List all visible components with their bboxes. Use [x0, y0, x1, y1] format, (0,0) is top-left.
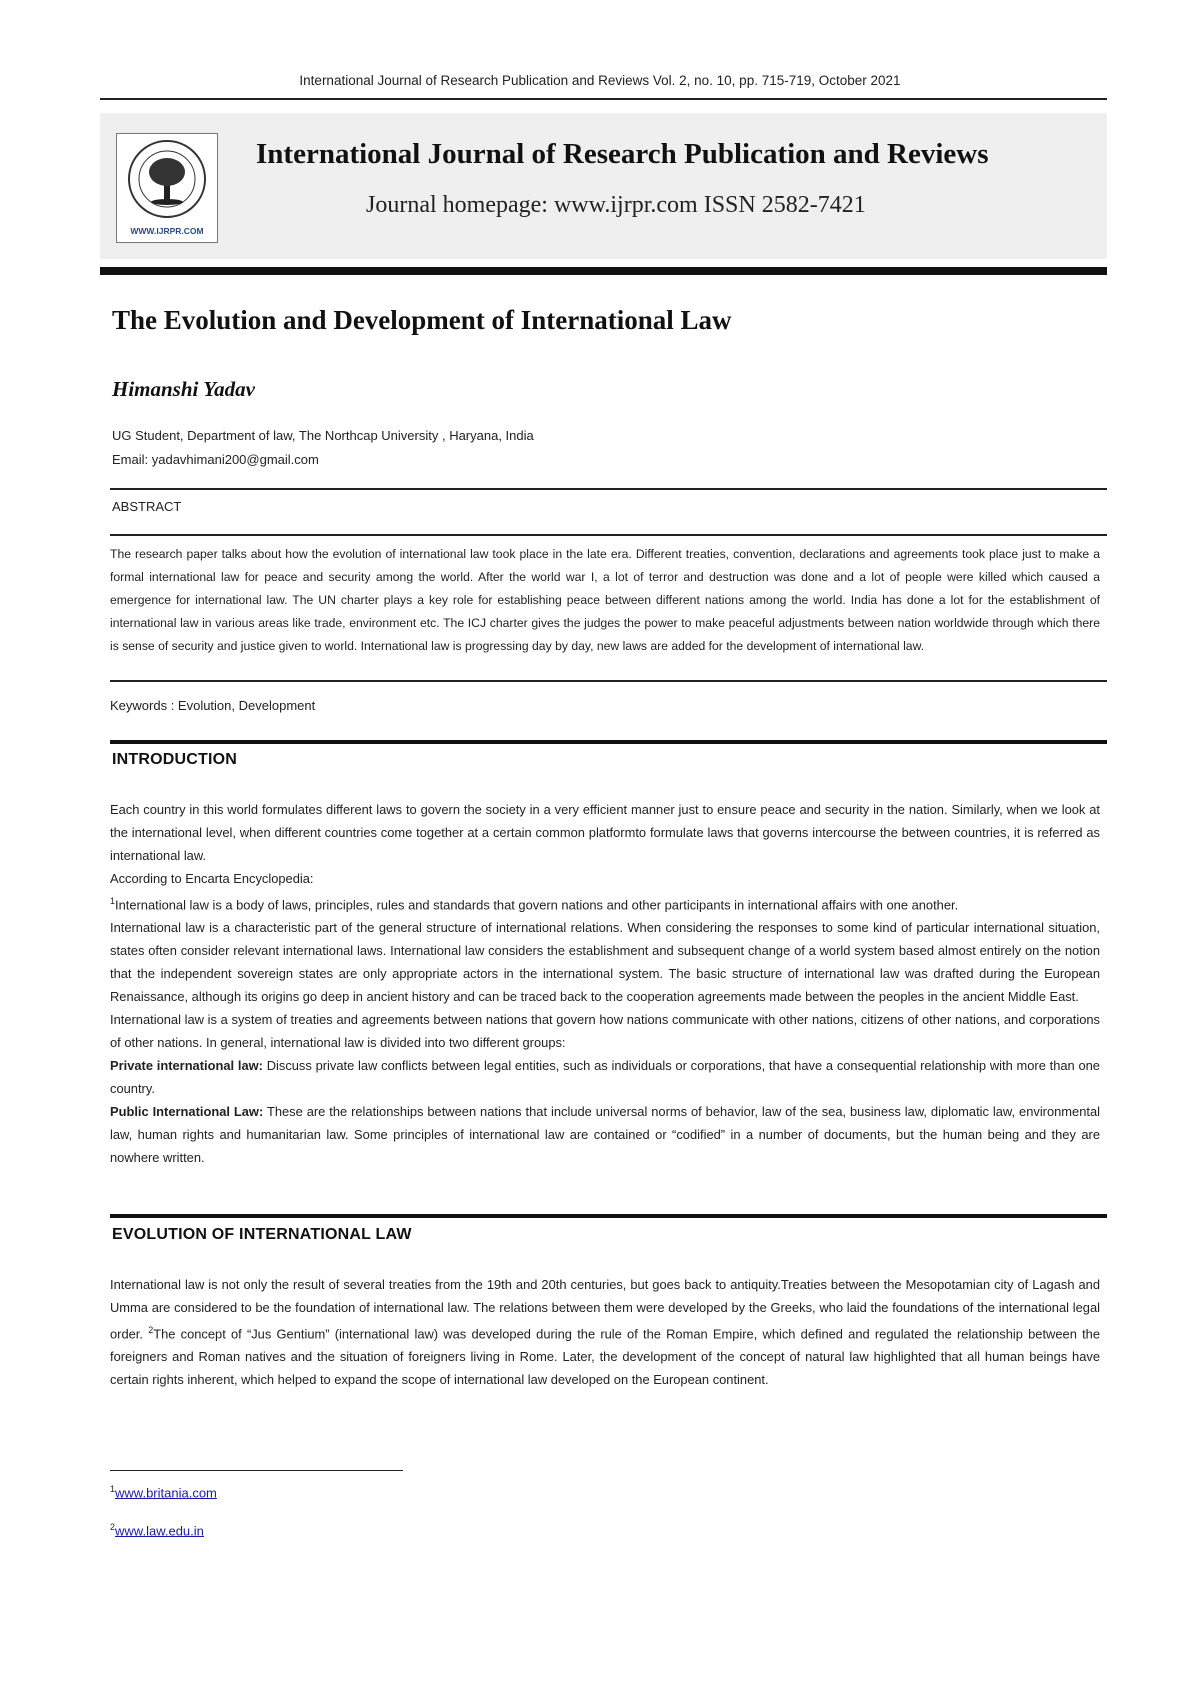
footnote-link[interactable]: www.law.edu.in [115, 1523, 204, 1539]
author-name: Himanshi Yadav [112, 377, 255, 401]
keywords: Keywords : Evolution, Development [110, 698, 316, 713]
encarta-quote [110, 890, 1100, 916]
masthead-rule [100, 267, 1107, 275]
evolution-paragraph [110, 1273, 1100, 1391]
evolution-body [110, 1273, 1100, 1391]
author-affiliation: UG Student, Department of law, The Northcap University , Haryana, India [112, 428, 534, 443]
footnote-link[interactable]: www.britania.com [115, 1485, 217, 1501]
logo-caption: WWW.IJRPR.COM [130, 226, 204, 236]
journal-title: International Journal of Research Publication and Reviews [256, 138, 989, 170]
journal-homepage: Journal homepage: www.ijrpr.com ISSN 2582-7421 [366, 192, 866, 218]
footnote-rule [110, 1470, 403, 1471]
running-header: International Journal of Research Publication and Reviews Vol. 2, no. 10, pp. 715-719, October 2021 [299, 73, 901, 88]
header-rule [100, 98, 1107, 100]
evolution-rule [110, 1214, 1107, 1218]
intro-paragraph: Each country in this world formulates different laws to govern the society in a very efficient manner just to ensure peace and security in the nation. Similarly, when we look at the international level, when different countries come together at a certain common platformto formulate laws that governs intercourse the between countries, it is referred as international law. [110, 802, 1100, 863]
intro-paragraph: International law is a system of treaties and agreements between nations that govern how nations communicate with other nations, citizens of other nations, and corporations of other nations. In general, international law is divided into two different groups: [110, 1012, 1100, 1051]
public-law-text: These are the relationships between nations that include universal norms of behavior, law of the sea, business law, diplomatic law, environmental law, human rights and humanitarian law. Some principles of international law are contained or “codified” in a number of documents, but the human being and they are nowhere written. [110, 1104, 1100, 1166]
public-law-paragraph [110, 1100, 1100, 1169]
journal-logo [116, 133, 218, 243]
author-email: Email: yadavhimani200@gmail.com [112, 452, 319, 467]
private-law-label: Private international law: [110, 1058, 263, 1074]
footnote-number: 2 [110, 1522, 116, 1532]
evolution-heading: EVOLUTION OF INTERNATIONAL LAW [112, 1226, 412, 1243]
private-law-text: Discuss private law conflicts between legal entities, such as individuals or corporations, that have a consequential relationship with more than one country. [110, 1058, 1100, 1097]
evolution-text: International law is not only the result of several treaties from the 19th and 20th centuries, but goes back to antiquity.Treaties between the Mesopotamian city of Lagash and Umma are considered to be the foundation of international law. The relations between them were developed by the Greeks, who laid the foundations of the international legal order. [110, 1277, 1100, 1342]
footnote-number: 1 [110, 1484, 116, 1494]
footnote-ref: 1 [110, 896, 116, 906]
abstract-bottom-rule [110, 680, 1107, 682]
footnote-1 [110, 1484, 217, 1500]
introduction-body [110, 798, 1100, 1169]
introduction-heading: INTRODUCTION [112, 751, 238, 768]
intro-paragraph: International law is a characteristic part of the general structure of international relations. When considering the responses to some kind of particular international situation, states often consider relevant international laws. International law considers the establishment and subsequent change of a world system based almost entirely on the notion that the independent sovereign states are only appropriate actors in the international system. The basic structure of international law was drafted during the European Renaissance, although its origins go deep in ancient history and can be traced back to the cooperation agreements made between the peoples in the ancient Middle East. [110, 920, 1100, 1005]
paper-title: The Evolution and Development of International Law [112, 305, 732, 335]
footnote-2 [110, 1522, 204, 1538]
evolution-text: The concept of “Jus Gentium” (international law) was developed during the rule of the Roman Empire, which defined and regulated the relationship between the foreigners and Roman natives and the situation of foreigners living in Rome. Later, the development of the concept of natural law highlighted that all human beings have certain rights inherent, which helped to expand the scope of international law developed on the European continent. [110, 1326, 1100, 1388]
journal-masthead [100, 113, 1107, 259]
footnote-ref: 2 [148, 1325, 154, 1335]
quote-text: International law is a body of laws, principles, rules and standards that govern nations and other participants in international affairs with one another. [115, 897, 959, 913]
abstract-top-rule [110, 488, 1107, 490]
abstract-rule [110, 534, 1107, 536]
intro-paragraph: According to Encarta Encyclopedia: [110, 871, 314, 886]
abstract-text: The research paper talks about how the evolution of international law took place in the late era. Different treaties, convention, declarations and agreements took place just to make a formal international law for peace and security among the world. After the world war I, a lot of terror and destruction was done and a lot of people were killed which caused a emergence for international law. The UN charter plays a key role for establishing peace between different nations among the world. India has done a lot for the establishment of international law in various areas like trade, environment etc. The ICJ charter gives the judges the power to make peaceful adjustments between nation worldwide through which there is sense of security and justice given to world. International law is progressing day by day, new laws are added for the development of international law. [110, 547, 1100, 653]
abstract-heading: ABSTRACT [112, 499, 182, 514]
intro-rule [110, 740, 1107, 744]
public-law-label: Public International Law: [110, 1104, 264, 1120]
private-law-paragraph [110, 1054, 1100, 1100]
